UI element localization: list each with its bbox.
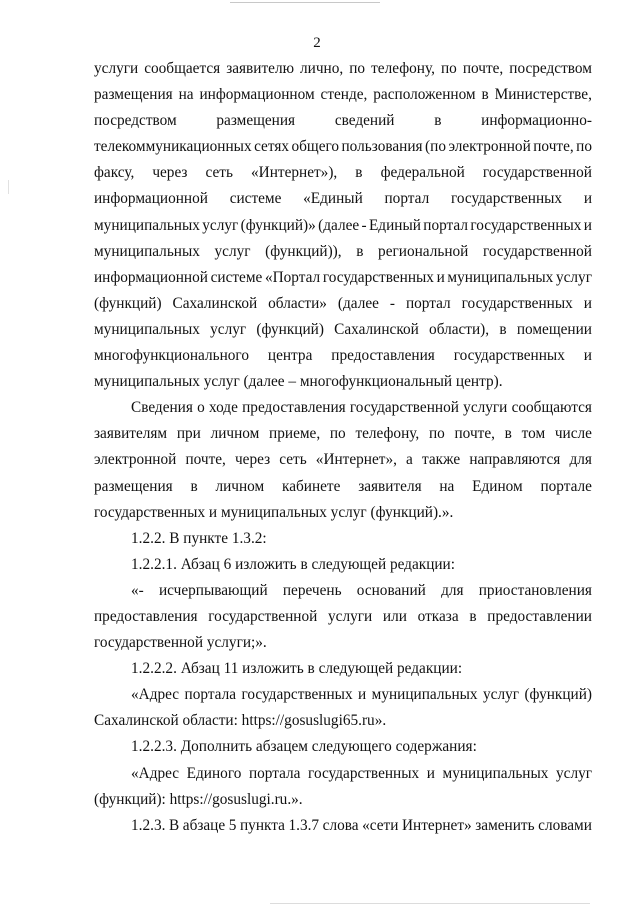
- text-line: [94, 813, 592, 839]
- text-fragment: области»: [268, 294, 327, 312]
- text-fragment: словами: [538, 816, 592, 834]
- text-fragment: через: [234, 451, 271, 469]
- text-fragment: государственных: [470, 216, 582, 234]
- text-line: [94, 239, 592, 265]
- text-fragment: государственной услуги;».: [94, 634, 267, 652]
- text-fragment: информационно-: [481, 112, 592, 130]
- text-fragment: факсу,: [94, 164, 135, 182]
- text-fragment: телефону,: [371, 60, 435, 77]
- text-fragment: помещении: [516, 320, 592, 338]
- text-fragment: почте,: [454, 425, 495, 443]
- text-fragment: почте,: [533, 138, 574, 156]
- text-fragment: сведений: [334, 112, 395, 130]
- text-line: [94, 82, 592, 108]
- text-fragment: «сети: [362, 816, 399, 834]
- text-fragment: размещения: [216, 112, 296, 130]
- text-fragment: приеме,: [269, 425, 321, 443]
- text-line: [94, 656, 592, 682]
- text-fragment: сообщаются: [511, 399, 592, 417]
- text-fragment: заявителям: [94, 425, 168, 443]
- text-fragment: муниципальных: [94, 242, 200, 260]
- text-fragment: предоставления: [94, 607, 198, 625]
- text-line: [94, 682, 592, 708]
- text-fragment: государственных: [461, 294, 573, 312]
- text-fragment: государственных: [322, 268, 434, 286]
- text-line: [94, 787, 592, 813]
- text-fragment: 1.2.3.: [131, 816, 166, 834]
- text-line: [94, 160, 592, 186]
- text-fragment: -: [389, 294, 395, 312]
- text-fragment: (по: [425, 138, 446, 156]
- text-fragment: через: [152, 164, 188, 182]
- text-fragment: «Адрес: [131, 686, 180, 704]
- text-fragment: системе: [210, 268, 263, 286]
- text-fragment: почте,: [185, 451, 226, 469]
- text-fragment: по: [329, 425, 346, 443]
- text-fragment: услуги: [463, 399, 508, 417]
- scan-edge-mark-left: [8, 180, 9, 194]
- text-fragment: услуг: [483, 686, 520, 704]
- text-fragment: отказа: [417, 607, 459, 625]
- text-fragment: по: [349, 60, 366, 77]
- text-fragment: исчерпывающий: [158, 581, 268, 599]
- text-line: [94, 708, 592, 734]
- text-fragment: «-: [131, 581, 144, 599]
- text-fragment: портал: [384, 190, 430, 208]
- text-fragment: информационной: [94, 268, 208, 286]
- text-fragment: портал: [405, 294, 451, 312]
- text-fragment: центра: [267, 347, 313, 365]
- text-fragment: размещения: [94, 86, 173, 104]
- text-fragment: (далее: [337, 294, 379, 312]
- text-fragment: в: [190, 477, 198, 495]
- text-fragment: Едином: [472, 477, 523, 495]
- text-fragment: муниципальных: [447, 268, 554, 286]
- text-fragment: кабинете: [282, 477, 341, 495]
- text-line: [94, 604, 592, 630]
- text-fragment: и: [583, 294, 592, 312]
- text-line: [94, 421, 592, 447]
- text-fragment: услуги: [328, 607, 373, 625]
- text-fragment: предоставления: [242, 399, 346, 417]
- scan-edge-line-bottom: [270, 903, 590, 904]
- text-line: [94, 526, 592, 552]
- text-fragment: (функций): [94, 294, 162, 312]
- text-fragment: ходе: [209, 399, 238, 417]
- text-fragment: 1.2.2.1. Абзац 6 изложить в следующей редакции:: [131, 555, 455, 573]
- text-fragment: в: [356, 242, 364, 260]
- text-fragment: а: [406, 451, 413, 469]
- text-fragment: услуг: [556, 764, 592, 782]
- text-fragment: в: [469, 607, 477, 625]
- text-fragment: числе: [554, 425, 592, 443]
- text-line: [94, 265, 592, 291]
- text-fragment: Интернет»: [402, 816, 472, 834]
- text-line: [94, 474, 592, 500]
- text-fragment: государственной: [208, 607, 318, 625]
- text-fragment: «Единый: [303, 190, 363, 208]
- text-fragment: сообщается: [144, 60, 221, 77]
- text-line: [94, 343, 592, 369]
- text-fragment: и: [426, 764, 435, 782]
- text-fragment: области),: [429, 320, 490, 338]
- text-fragment: муниципальных услуг (далее – многофункциональный центр).: [94, 373, 503, 391]
- text-fragment: Сахалинской области: https://gosuslugi65.ru».: [94, 712, 387, 730]
- text-fragment: государственных и муниципальных услуг (функций).».: [94, 503, 454, 521]
- text-line: [94, 369, 592, 395]
- text-fragment: государственных: [450, 190, 563, 208]
- text-fragment: заявителю: [226, 60, 295, 77]
- text-fragment: (функций): [256, 320, 324, 338]
- text-fragment: на: [439, 477, 455, 495]
- text-fragment: «Интернет»,: [315, 451, 397, 469]
- text-fragment: пункта: [239, 816, 285, 834]
- document-body-text: [94, 56, 592, 839]
- text-fragment: муниципальных: [442, 764, 549, 782]
- text-fragment: в: [504, 425, 512, 443]
- text-fragment: телефону,: [355, 425, 420, 443]
- text-line: [94, 578, 592, 604]
- text-fragment: расположенном: [373, 86, 476, 104]
- page-number: 2: [313, 35, 321, 51]
- text-line: [94, 213, 592, 239]
- text-fragment: по: [428, 425, 445, 443]
- scan-edge-line-top: [230, 2, 380, 3]
- text-fragment: -: [361, 216, 367, 234]
- text-fragment: «Интернет»),: [251, 164, 338, 182]
- text-fragment: Сахалинской: [334, 320, 419, 338]
- text-fragment: Единый: [368, 216, 421, 234]
- text-line: [94, 500, 592, 526]
- text-fragment: 1.3.7: [288, 816, 320, 834]
- text-fragment: (функций): https://gosuslugi.ru.».: [94, 790, 303, 808]
- text-fragment: при: [176, 425, 201, 443]
- text-fragment: и: [358, 686, 367, 704]
- text-fragment: государственных: [453, 347, 565, 365]
- text-fragment: в: [434, 112, 442, 130]
- text-fragment: также: [421, 451, 461, 469]
- text-fragment: посредством: [94, 112, 177, 130]
- text-line: [94, 291, 592, 317]
- text-fragment: многофункционального: [94, 347, 249, 365]
- text-fragment: «Портал: [264, 268, 321, 286]
- text-fragment: слова: [322, 816, 359, 834]
- text-fragment: телекоммуникационных: [94, 138, 252, 156]
- text-fragment: портал: [423, 216, 468, 234]
- text-fragment: информационном: [199, 86, 315, 104]
- text-fragment: муниципальных: [371, 686, 478, 704]
- text-fragment: для: [569, 451, 592, 469]
- text-fragment: или: [382, 607, 407, 625]
- text-fragment: услуг: [210, 320, 247, 338]
- text-fragment: пользования: [341, 138, 423, 156]
- text-fragment: государственных: [241, 686, 353, 704]
- text-fragment: (функций)»: [240, 216, 316, 234]
- text-line: [94, 395, 592, 421]
- text-fragment: о: [197, 399, 205, 417]
- text-fragment: «Адрес: [131, 764, 180, 782]
- text-line: [94, 317, 592, 343]
- text-fragment: стенде,: [320, 86, 368, 104]
- text-line: [94, 186, 592, 212]
- text-line: [94, 552, 592, 578]
- text-fragment: общего: [291, 138, 340, 156]
- text-fragment: государственной: [482, 242, 592, 260]
- text-fragment: системе: [229, 190, 282, 208]
- text-fragment: и: [583, 216, 592, 234]
- text-fragment: предоставлении: [487, 607, 592, 625]
- text-fragment: 1.2.2.2. Абзац 11 изложить в следующей редакции:: [131, 660, 463, 678]
- text-fragment: (функций)),: [265, 242, 342, 260]
- text-fragment: в: [499, 320, 507, 338]
- text-line: [94, 447, 592, 473]
- text-fragment: по: [440, 60, 457, 77]
- text-fragment: перечень: [282, 581, 342, 599]
- text-fragment: (далее: [318, 216, 360, 234]
- text-fragment: электронной: [448, 138, 531, 156]
- text-fragment: В: [169, 816, 180, 834]
- text-fragment: направляются: [469, 451, 561, 469]
- text-fragment: и: [436, 268, 445, 286]
- text-fragment: государственной: [482, 164, 592, 182]
- text-fragment: 5: [228, 816, 237, 834]
- text-fragment: предоставления: [331, 347, 435, 365]
- text-fragment: (функций): [524, 686, 592, 704]
- text-fragment: сеть: [279, 451, 307, 469]
- text-fragment: почте,: [462, 60, 504, 77]
- text-fragment: 1.2.2. В пункте 1.3.2:: [131, 529, 267, 547]
- text-fragment: муниципальных: [94, 320, 200, 338]
- text-fragment: Единого: [186, 764, 242, 782]
- text-fragment: абзаце: [182, 816, 226, 834]
- text-fragment: региональной: [378, 242, 469, 260]
- text-fragment: и: [583, 190, 592, 208]
- text-fragment: приостановления: [478, 581, 592, 599]
- text-line: [94, 734, 592, 760]
- text-fragment: портала: [184, 686, 237, 704]
- text-fragment: заявителя: [358, 477, 422, 495]
- text-fragment: государственной: [349, 399, 459, 417]
- text-fragment: оснований: [356, 581, 426, 599]
- text-fragment: лично,: [300, 60, 344, 77]
- text-fragment: на: [178, 86, 194, 104]
- text-line: [94, 134, 592, 160]
- text-fragment: федеральной: [380, 164, 465, 182]
- text-fragment: электронной: [94, 451, 177, 469]
- text-fragment: Министерстве,: [494, 86, 592, 104]
- text-fragment: заменить: [475, 816, 535, 834]
- text-line: [94, 108, 592, 134]
- text-fragment: муниципальных: [94, 216, 200, 234]
- text-fragment: том: [521, 425, 546, 443]
- text-line: [94, 56, 592, 82]
- text-fragment: по: [576, 138, 592, 156]
- text-fragment: портала: [248, 764, 301, 782]
- text-fragment: портале: [540, 477, 592, 495]
- text-line: [94, 761, 592, 787]
- text-fragment: в: [355, 164, 363, 182]
- text-fragment: личном: [210, 425, 260, 443]
- text-fragment: Сахалинской: [172, 294, 258, 312]
- text-fragment: услуги: [94, 60, 139, 77]
- text-fragment: 1.2.2.3. Дополнить абзацем следующего содержания:: [131, 738, 477, 756]
- text-fragment: посредством: [509, 60, 592, 77]
- text-fragment: размещения: [94, 477, 173, 495]
- text-fragment: для: [441, 581, 464, 599]
- text-fragment: услуг: [555, 268, 592, 286]
- text-fragment: государственных: [308, 764, 420, 782]
- text-fragment: Сведения: [131, 399, 193, 417]
- text-fragment: услуг: [214, 242, 251, 260]
- text-fragment: в: [481, 86, 489, 104]
- text-fragment: информационной: [94, 190, 208, 208]
- text-fragment: услуг: [202, 216, 239, 234]
- text-fragment: сетях: [254, 138, 290, 156]
- text-fragment: и: [583, 347, 592, 365]
- text-fragment: личном: [215, 477, 265, 495]
- text-fragment: сеть: [205, 164, 233, 182]
- text-line: [94, 630, 592, 656]
